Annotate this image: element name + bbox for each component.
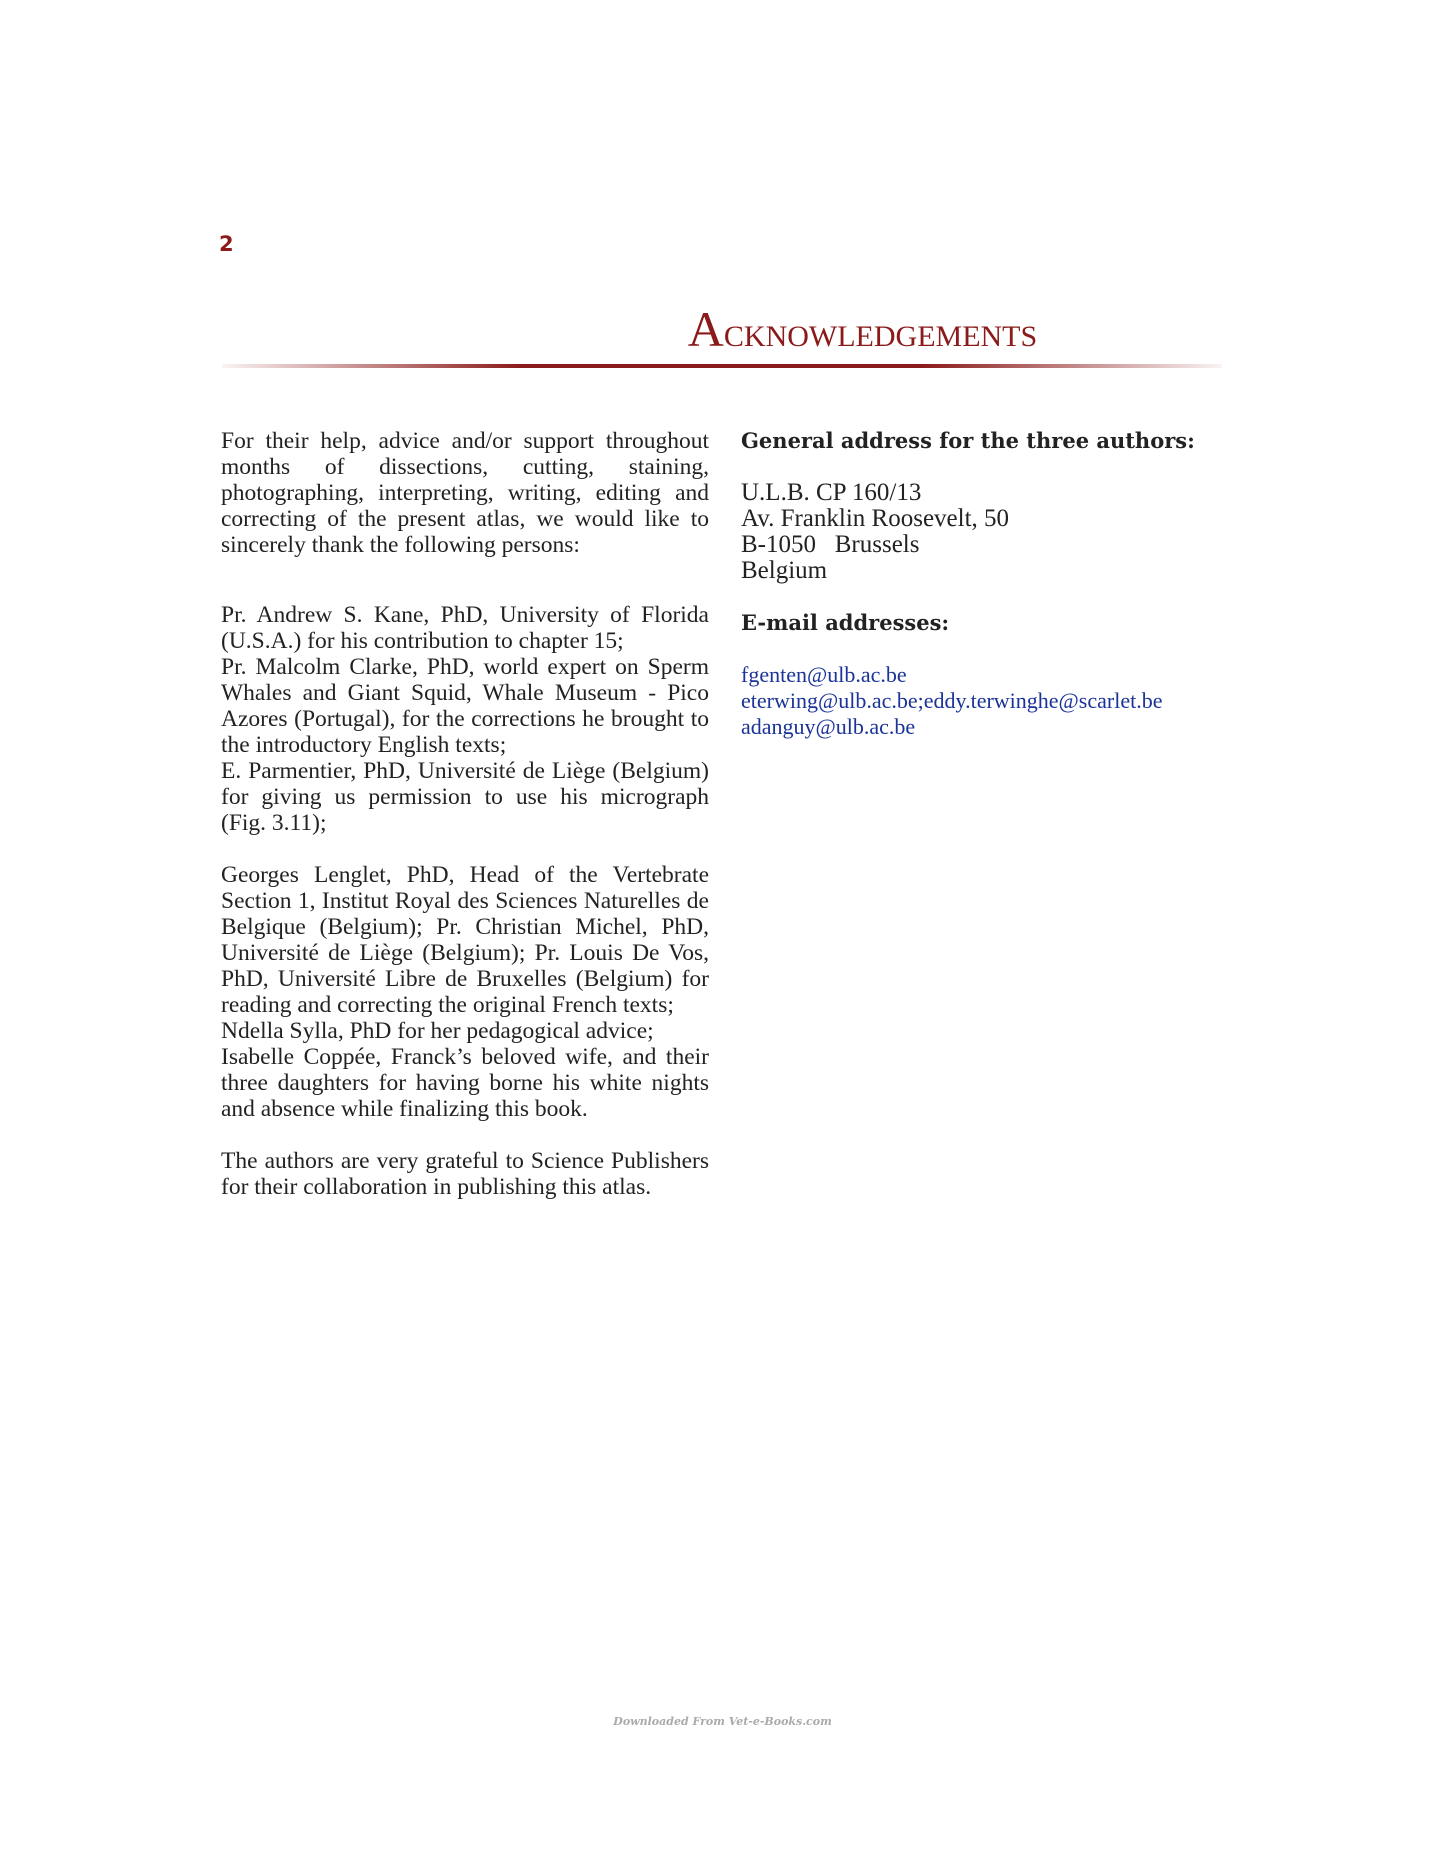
address-line: B-1050 Brussels	[741, 531, 920, 558]
watermark: Downloaded From Vet-e-Books.com	[613, 1715, 832, 1728]
email-heading: E-mail addresses:	[741, 610, 950, 635]
thanks-paragraph-clarke: Pr. Malcolm Clarke, PhD, world expert on Sperm Whales and Giant Squid, Whale Museum - Pico Azores (Portugal), for the corrections he brought to the introductory English texts;	[221, 654, 709, 758]
address-line: Av. Franklin Roosevelt, 50	[741, 505, 1010, 532]
acknowledgements-column	[221, 428, 709, 1200]
page-title-initial: A	[687, 301, 724, 357]
spacer	[221, 1122, 709, 1148]
spacer	[741, 636, 1341, 662]
email-link-eterwing[interactable]: eterwing@ulb.ac.be;eddy.terwinghe@scarlet.be	[741, 688, 1163, 713]
contact-column	[741, 428, 1341, 740]
page-title-rest: CKNOWLEDGEMENTS	[723, 320, 1038, 353]
intro-paragraph: For their help, advice and/or support throughout months of dissections, cutting, staining, photographing, interpreting, writing, editing and correcting of the present atlas, we would like to sincerely thank the following persons:	[221, 428, 709, 558]
spacer	[741, 454, 1341, 480]
title-divider	[222, 364, 1222, 368]
address-heading: General address for the three authors:	[741, 428, 1195, 453]
page-number: 2	[219, 232, 234, 256]
email-link-fgenten[interactable]: fgenten@ulb.ac.be	[741, 662, 907, 687]
thanks-paragraph-reviewers: Georges Lenglet, PhD, Head of the Vertebrate Section 1, Institut Royal des Sciences Naturelles de Belgique (Belgium); Pr. Christian Michel, PhD, Université de Liège (Belgium); Pr. Louis De Vos, PhD, Université Libre de Bruxelles (Belgium) for reading and correcting the original French texts;	[221, 862, 709, 1018]
thanks-paragraph-kane: Pr. Andrew S. Kane, PhD, University of Florida (U.S.A.) for his contribution to chapter 15;	[221, 602, 709, 654]
thanks-paragraph-parmentier: E. Parmentier, PhD, Université de Liège (Belgium) for giving us permission to use his micrograph (Fig. 3.11);	[221, 758, 709, 836]
spacer	[221, 836, 709, 862]
page-title	[0, 300, 1445, 358]
address-line: U.L.B. CP 160/13	[741, 479, 922, 506]
thanks-paragraph-sylla: Ndella Sylla, PhD for her pedagogical advice;	[221, 1018, 654, 1044]
spacer	[221, 558, 709, 602]
address-line: Belgium	[741, 557, 828, 584]
email-link-adanguy[interactable]: adanguy@ulb.ac.be	[741, 714, 916, 739]
thanks-paragraph-family: Isabelle Coppée, Franck’s beloved wife, and their three daughters for having borne his white nights and absence while finalizing this book.	[221, 1044, 709, 1122]
thanks-paragraph-publisher: The authors are very grateful to Science Publishers for their collaboration in publishing this atlas.	[221, 1148, 709, 1200]
spacer	[741, 584, 1341, 610]
